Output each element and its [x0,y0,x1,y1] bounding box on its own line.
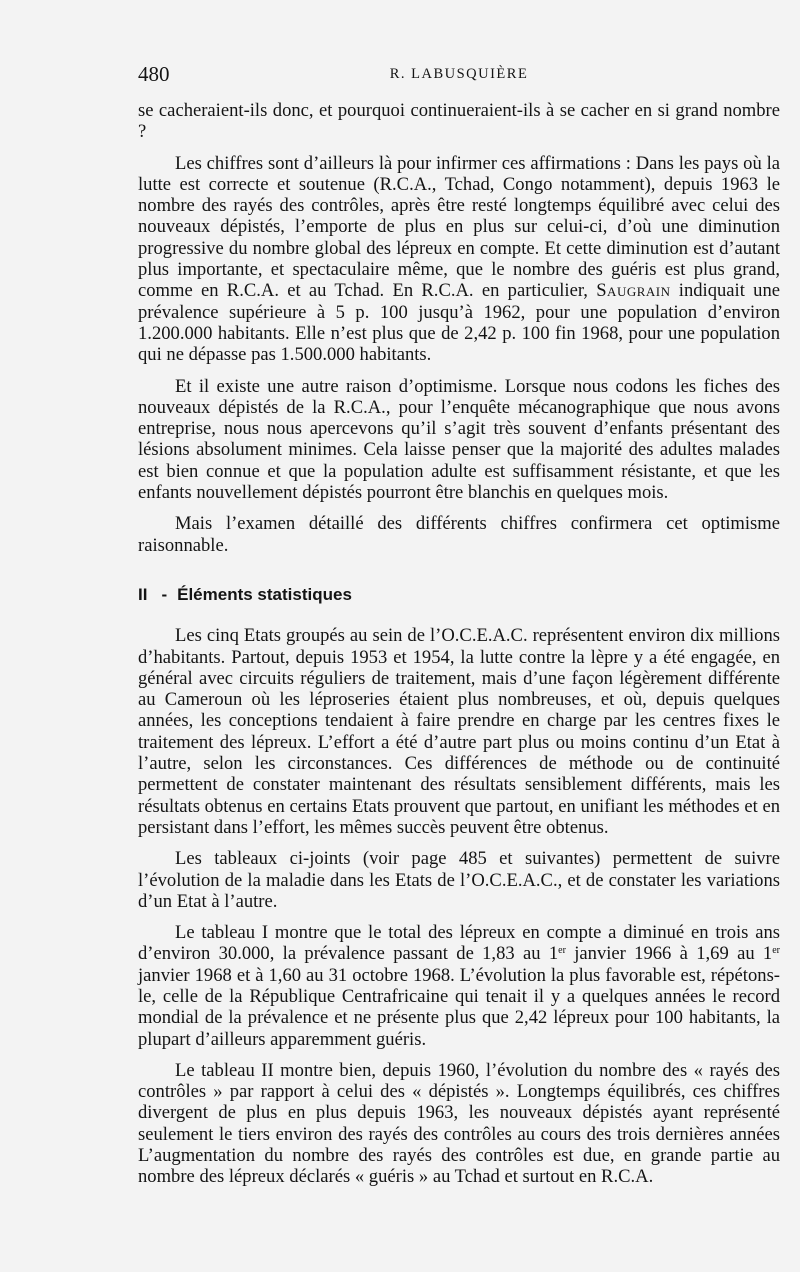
section-title: Éléments statistiques [177,584,352,604]
section-number: II [138,584,148,604]
paragraph-text: indiquait une prévalence supérieure à 5 p. 100 jusqu’à 1962, pour une population d’environ 1.200.000 habitants. Elle n’est plus que de 2,42 p. 100 fin 1968, pour une population qui ne dépasse pas 1.500.000 habitants. [138,280,780,366]
paragraph-conclusion: Mais l’examen détaillé des différents chiffres confirmera cet optimisme raisonnable. [138,513,780,556]
paragraph-optimism: Et il existe une autre raison d’optimisme. Lorsque nous codons les fiches des nouveaux dépistés de la R.C.A., pour l’enquête mécanographique que nous avons entreprise, nous nous apercevons qu’il s’agit très souvent d’enfants présentant des lésions absolument minimes. Cela laisse penser que la majorité des adultes malades est bien connue et que la population adulte est suffisamment résistante, et que les enfants nouvellement dépistés pourront être blanchis en quelques mois. [138,375,780,504]
paragraph-states: Les cinq Etats groupés au sein de l’O.C.E.A.C. représentent environ dix millions d’habitants. Partout, depuis 1953 et 1954, la lutte contre la lèpre y a été engagée, en général avec circuits réguliers de traitement, mais d’une façon légèrement différente au Cameroun où les léproseries étaient plus nombreuses, et où, depuis quelques années, les conceptions tendaient à faire prendre en charge par les centres fixes le traitement des lépreux. L’effort a été d’autre part plus ou moins continu d’un Etat à l’autre, selon les circonstances. Ces différences de méthode ou de continuité permettent de constater maintenant des résultats sensiblement différents, mais les résultats obtenus en certains Etats prouvent que partout, en unifiant les méthodes et en persistant dans l’effort, les mêmes succès peuvent être obtenus. [138,625,780,838]
paragraph-tables: Les tableaux ci-joints (voir page 485 et suivantes) permettent de suivre l’évolution de la maladie dans les Etats de l’O.C.E.A.C., et de constater les variations d’un Etat à l’autre. [138,848,780,912]
paragraph-table-one [138,922,780,1050]
section-dash: - [161,584,168,604]
paragraph-text: janvier 1968 et à 1,60 au 31 octobre 1968. L’évolution la plus favorable est, répétons-le, celle de la République Centrafricaine qui tenait il y a quelques années le record mondial de la prévalence et ne présente plus que 2,42 lépreux pour 100 habitants, la plupart d’ailleurs apparemment guéris. [138,964,780,1050]
running-head: R. LABUSQUIÈRE [389,66,529,82]
article-body [138,100,780,1198]
ordinal-superscript: er [772,945,781,957]
paragraph-text: janvier 1966 à 1,69 au 1 [565,943,773,965]
paragraph-continuation: se cacheraient-ils donc, et pourquoi continueraient-ils à se cacher en si grand nombre ? [138,100,780,143]
paragraph-text: Les chiffres sont d’ailleurs là pour infirmer ces affirmations : Dans les pays où la lutte est correcte et soutenue (R.C.A., Tchad, Congo notamment), depuis 1963 le nombre des rayés des contrôles, après être resté longtemps équilibré avec celui des nouveaux dépistés, l’emporte de plus en plus sur celui-ci, d’où une diminution progressive du nombre global des lépreux en compte. Et cette diminution est d’autant plus importante, et spectaculaire même, que le nombre des guéris est plus grand, comme en R.C.A. et au Tchad. En R.C.A. en particulier, [138,152,780,302]
paragraph-table-two: Le tableau II montre bien, depuis 1960, l’évolution du nombre des « rayés des contrôles » par rapport à celui des « dépistés ». Longtemps équilibrés, ces chiffres divergent de plus en plus depuis 1963, les nouveaux dépistés ayant représenté seulement le tiers environ des rayés des contrôles au cours des trois dernières années L’augmentation du nombre des rayés des contrôles est due, en grande partie au nombre des lépreux déclarés « guéris » au Tchad et surtout en R.C.A. [138,1059,780,1188]
ordinal-superscript: er [558,945,566,957]
page-header [138,60,780,90]
author-name: Saugrain [596,280,671,302]
paragraph-figures [138,153,780,366]
section-heading [138,584,780,605]
page-number: 480 [138,62,170,86]
paragraph-text: Le tableau I montre que le total des lépreux en compte a diminué en trois ans d’environ 30.000, la prévalence passant de 1,83 au 1 [138,922,780,965]
